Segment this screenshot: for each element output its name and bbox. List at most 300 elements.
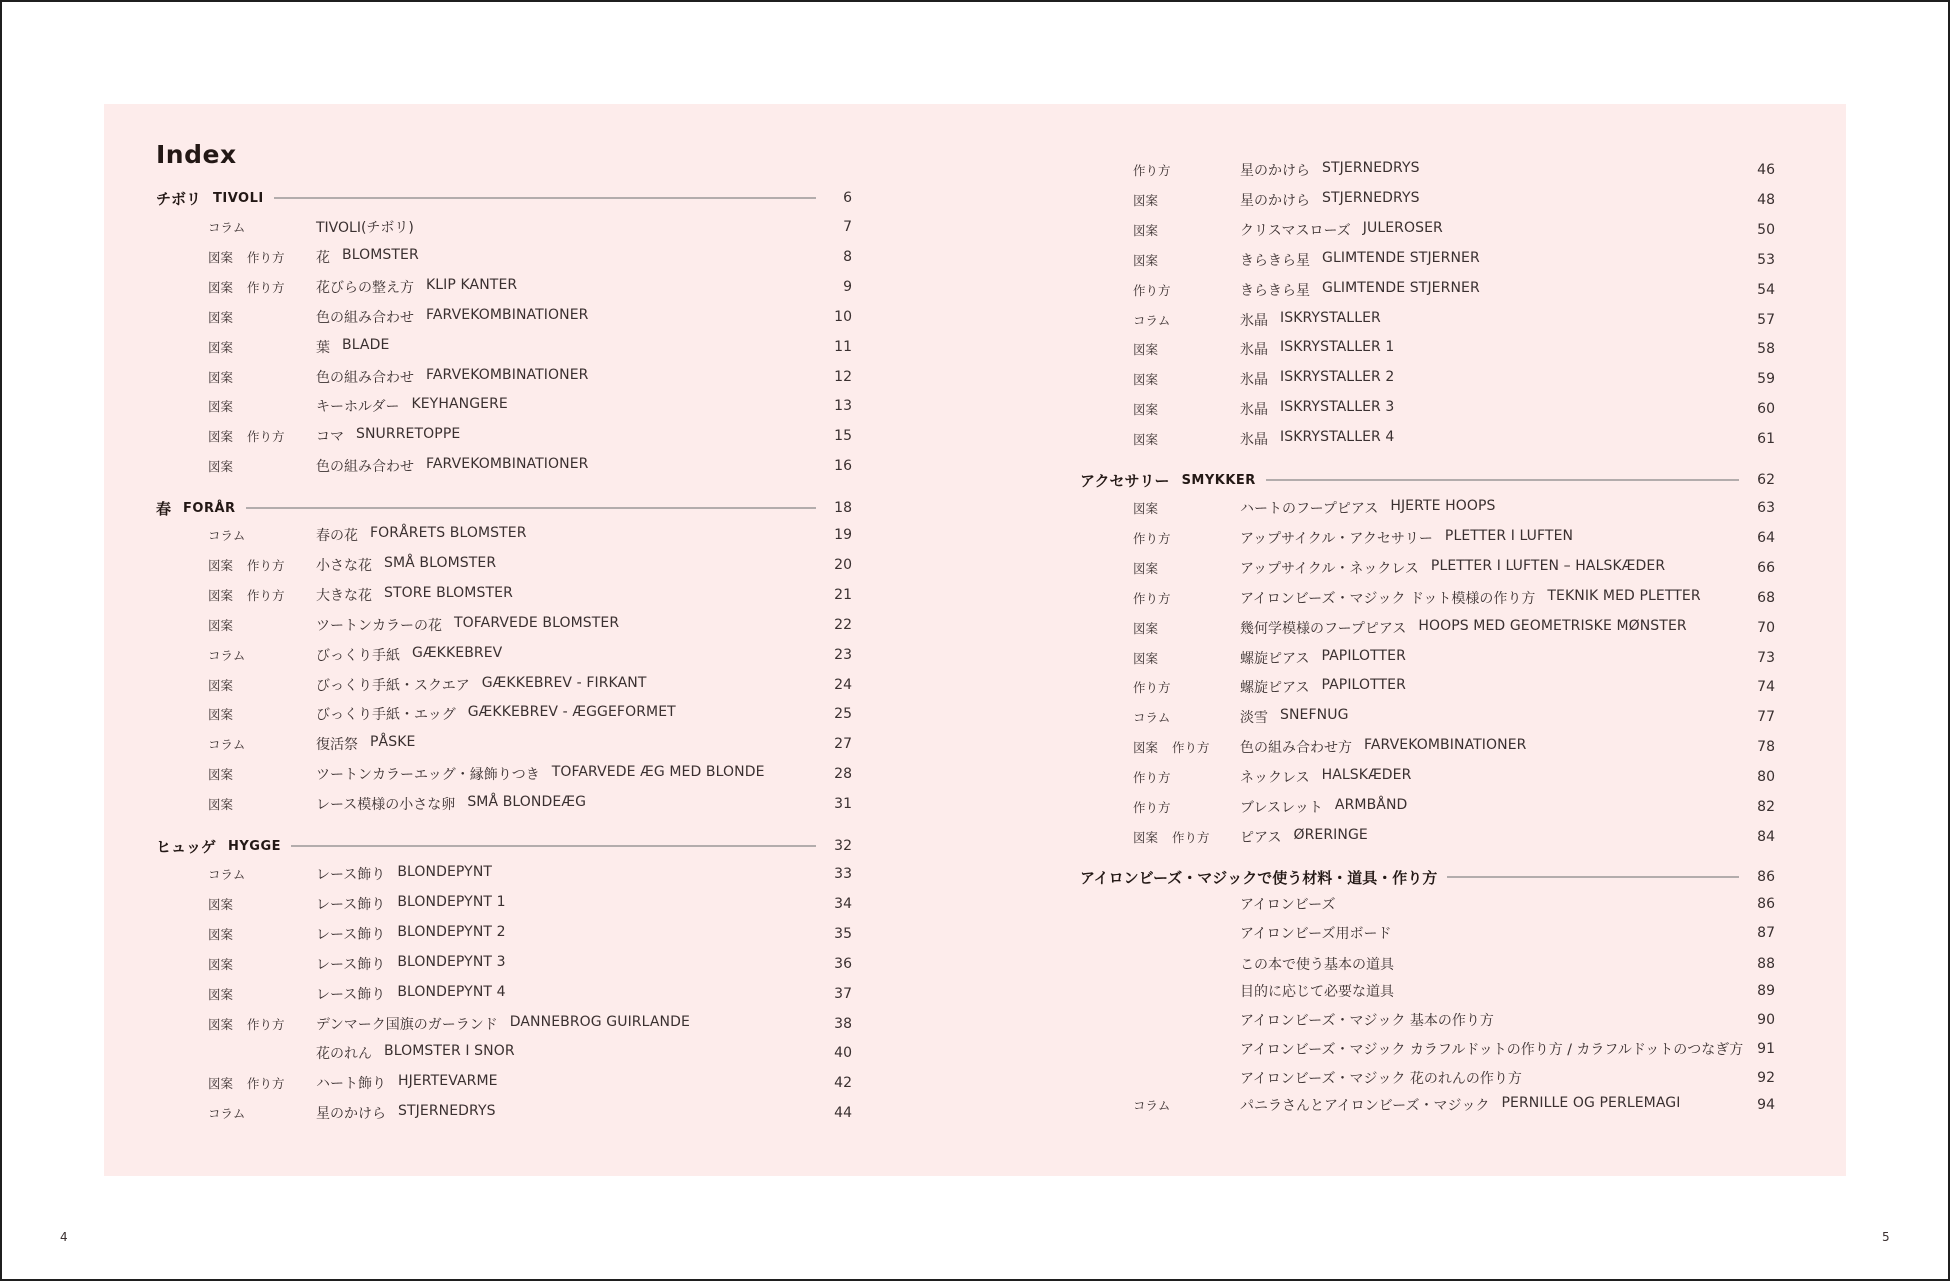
index-entry[interactable] — [1133, 428, 1775, 450]
index-entry[interactable] — [208, 1102, 852, 1124]
entry-title — [316, 217, 414, 237]
entry-page-number: 44 — [834, 1105, 852, 1122]
entry-page-number: 86 — [1757, 896, 1775, 912]
entry-type-label: 図案 — [208, 617, 234, 633]
entry-type-labels — [1133, 340, 1158, 358]
entry-title-ja: 花のれん — [316, 1046, 372, 1063]
index-entry[interactable] — [208, 524, 852, 546]
index-entry[interactable] — [208, 953, 852, 975]
entry-title-en: BLONDEPYNT 3 — [397, 953, 506, 970]
entry-type-label: コラム — [1133, 1098, 1171, 1113]
entry-title-ja: きらきら星 — [1240, 252, 1310, 269]
entry-title — [1240, 648, 1406, 668]
entry-title — [1240, 981, 1394, 1001]
entry-type-label: 作り方 — [247, 429, 285, 445]
entry-type-label: 図案 — [1133, 560, 1159, 576]
entry-page-number: 16 — [834, 458, 852, 475]
entry-title-en: TOFARVEDE ÆG MED BLONDE — [551, 764, 765, 781]
index-entry[interactable] — [208, 425, 852, 447]
entry-page-number: 77 — [1757, 709, 1775, 726]
section-heading[interactable] — [156, 186, 852, 210]
entry-type-label: 図案 — [208, 986, 234, 1002]
entry-type-labels — [208, 865, 245, 883]
entry-type-labels — [208, 338, 233, 356]
entry-type-label: コラム — [208, 220, 246, 235]
index-entry[interactable] — [1133, 587, 1775, 609]
entry-type-label: 図案 — [208, 369, 234, 385]
entry-type-label: 図案 — [1133, 740, 1159, 756]
entry-type-labels — [208, 556, 285, 574]
entry-title-ja: 星のかけら — [1240, 163, 1310, 179]
entry-page-number: 61 — [1757, 431, 1775, 448]
section-divider-line — [291, 845, 816, 847]
entry-type-labels — [208, 1074, 285, 1092]
entry-type-labels — [208, 735, 245, 753]
entry-page-number: 31 — [834, 796, 852, 813]
index-entry[interactable] — [1133, 309, 1775, 331]
entry-title-ja: TIVOLI(チボリ) — [316, 220, 414, 236]
entry-type-label: コラム — [208, 528, 246, 543]
entry-type-label: 図案 — [208, 956, 234, 972]
entry-page-number: 94 — [1757, 1097, 1775, 1113]
entry-type-label: 図案 — [208, 429, 234, 445]
entry-title-en: DANNEBROG GUIRLANDE — [509, 1013, 690, 1030]
entry-type-labels — [1133, 161, 1171, 179]
section-heading[interactable] — [156, 834, 852, 858]
entry-title-ja: 螺旋ピアス — [1240, 680, 1310, 697]
entry-title-en: HALSKÆDER — [1321, 767, 1412, 784]
index-entry[interactable] — [1133, 1038, 1775, 1060]
entry-page-number: 74 — [1757, 679, 1775, 696]
entry-title — [1240, 1068, 1522, 1088]
index-entry[interactable] — [208, 336, 852, 358]
index-entry[interactable] — [1133, 249, 1775, 271]
index-entry[interactable] — [208, 584, 852, 606]
section-heading[interactable] — [1080, 865, 1775, 889]
entry-title-en: PERNILLE OG PERLEMAGI — [1501, 1095, 1681, 1111]
entry-type-label: 作り方 — [1172, 829, 1210, 845]
entry-title — [316, 1073, 498, 1093]
entry-title — [316, 1043, 515, 1063]
entry-type-label: 図案 — [1133, 192, 1159, 208]
index-entry[interactable] — [1133, 398, 1775, 420]
entry-title-en: BLOMSTER — [342, 246, 419, 263]
section-title-ja: アクセサリー — [1080, 471, 1170, 490]
index-entry[interactable] — [208, 983, 852, 1005]
entry-title — [1240, 707, 1349, 727]
entry-title-ja: アイロンビーズ・マジック カラフルドットの作り方 / カラフルドットのつなぎ方 — [1240, 1042, 1744, 1058]
entry-title-ja: 花びらの整え方 — [316, 279, 414, 296]
entry-type-labels — [208, 765, 233, 783]
entry-page-number: 50 — [1757, 221, 1775, 238]
entry-page-number: 82 — [1757, 799, 1775, 815]
index-entry[interactable] — [208, 455, 852, 477]
entry-type-labels — [208, 676, 233, 694]
entry-title — [316, 555, 496, 575]
index-entry[interactable] — [208, 1042, 852, 1064]
entry-title-en: BLONDEPYNT — [397, 864, 493, 880]
entry-type-label: 作り方 — [1172, 740, 1210, 756]
entry-page-number: 80 — [1757, 769, 1775, 786]
index-title: Index — [156, 140, 237, 169]
entry-title — [316, 1014, 690, 1034]
entry-type-labels — [208, 646, 245, 664]
entry-title-en: GÆKKEBREV - FIRKANT — [481, 674, 647, 691]
entry-type-labels — [1133, 400, 1158, 418]
index-entry[interactable] — [1133, 338, 1775, 360]
entry-title-en: GÆKKEBREV - ÆGGEFORMET — [467, 704, 676, 721]
entry-title-ja: アイロンビーズ・マジック 花のれんの作り方 — [1240, 1071, 1522, 1087]
index-entry[interactable] — [208, 674, 852, 696]
entry-type-label: 図案 — [1133, 650, 1159, 666]
entry-type-label: 図案 — [208, 926, 234, 942]
entry-type-labels — [1133, 619, 1158, 637]
entry-page-number: 15 — [834, 428, 852, 445]
section-page-number: 86 — [1757, 869, 1775, 885]
index-entry[interactable] — [208, 246, 852, 268]
entry-title-en: BLONDEPYNT 1 — [397, 893, 506, 910]
entry-type-labels — [1133, 798, 1171, 816]
entry-title-en: STJERNEDRYS — [1322, 160, 1420, 176]
entry-title-ja: 螺旋ピアス — [1240, 650, 1310, 667]
index-entry[interactable] — [1133, 368, 1775, 390]
index-entry[interactable] — [208, 703, 852, 725]
entry-page-number: 11 — [834, 338, 852, 355]
entry-title — [1240, 558, 1665, 578]
entry-title-en: PAPILOTTER — [1321, 677, 1406, 694]
entry-page-number: 90 — [1757, 1012, 1775, 1028]
entry-title-ja: アップサイクル・アクセサリー — [1240, 530, 1433, 547]
entry-title-en: BLADE — [342, 336, 390, 353]
index-entry[interactable] — [208, 923, 852, 945]
entry-title-ja: クリスマスローズ — [1240, 222, 1351, 239]
entry-type-labels — [208, 427, 285, 445]
entry-type-labels — [1133, 529, 1171, 547]
entry-title-ja: ハート飾り — [316, 1076, 386, 1093]
entry-page-number: 7 — [843, 219, 852, 235]
entry-title-en: PLETTER I LUFTEN – HALSKÆDER — [1430, 557, 1666, 574]
entry-title-ja: 氷晶 — [1240, 372, 1268, 389]
entry-title-ja: ツートンカラーの花 — [316, 617, 442, 634]
entry-type-labels — [1133, 251, 1158, 269]
index-entry[interactable] — [1133, 676, 1775, 698]
entry-type-label: 図案 — [208, 557, 234, 573]
entry-page-number: 40 — [834, 1045, 852, 1062]
index-entry[interactable] — [208, 614, 852, 636]
entry-type-labels — [208, 248, 285, 266]
entry-title-en: SMÅ BLONDEÆG — [467, 794, 587, 811]
entry-type-labels — [208, 1015, 285, 1033]
entry-type-labels — [1133, 370, 1158, 388]
entry-type-label: 作り方 — [247, 1016, 285, 1032]
entry-title-ja: 復活祭 — [316, 737, 358, 754]
entry-type-labels — [208, 308, 233, 326]
entry-title — [1240, 160, 1420, 180]
entry-page-number: 20 — [834, 556, 852, 573]
index-entry[interactable] — [1133, 527, 1775, 549]
entry-type-labels — [208, 218, 245, 236]
entry-title-en: TOFARVEDE BLOMSTER — [454, 614, 620, 631]
entry-page-number: 34 — [834, 895, 852, 912]
entry-title-en: ØRERINGE — [1293, 826, 1368, 843]
index-entry[interactable] — [208, 216, 852, 238]
entry-title-en: STJERNEDRYS — [398, 1103, 496, 1120]
index-entry[interactable] — [1133, 219, 1775, 241]
entry-title — [1240, 737, 1527, 757]
index-entry[interactable] — [1133, 766, 1775, 788]
entry-type-label: コラム — [208, 1106, 246, 1122]
entry-title-en: ARMBÅND — [1334, 797, 1408, 813]
entry-page-number: 59 — [1757, 371, 1775, 388]
entry-type-labels — [208, 795, 233, 813]
entry-type-labels — [208, 368, 233, 386]
entry-title-ja: アイロンビーズ — [1240, 897, 1336, 913]
entry-type-label: 図案 — [208, 309, 234, 325]
section-divider-line — [1447, 876, 1739, 878]
entry-type-labels — [1133, 311, 1170, 329]
entry-type-labels — [1133, 221, 1158, 239]
entry-title-ja: 花 — [316, 249, 330, 266]
entry-title-en: PLETTER I LUFTEN — [1444, 527, 1574, 544]
entry-title-ja: レース飾り — [316, 986, 386, 1003]
index-entry[interactable] — [1133, 796, 1775, 818]
entry-title — [316, 734, 415, 754]
index-entry[interactable] — [1133, 826, 1775, 848]
entry-title — [316, 277, 517, 297]
index-entry[interactable] — [208, 1072, 852, 1094]
entry-type-label: 図案 — [208, 797, 234, 813]
entry-type-label: 作り方 — [1133, 530, 1171, 546]
section-title-en: FORÅR — [183, 500, 236, 516]
entry-title — [1240, 310, 1381, 330]
entry-page-number: 21 — [834, 586, 852, 603]
section-divider-line — [246, 507, 816, 509]
entry-title-en: FARVEKOMBINATIONER — [426, 366, 589, 383]
entry-type-label: 図案 — [208, 1076, 234, 1092]
entry-page-number: 19 — [834, 527, 852, 543]
entry-title-ja: この本で使う基本の道具 — [1240, 957, 1394, 973]
entry-type-labels — [1133, 430, 1158, 448]
entry-type-label: 図案 — [208, 896, 234, 912]
entry-title-ja: ハートのフープピアス — [1240, 501, 1379, 517]
index-entry[interactable] — [1133, 557, 1775, 579]
entry-type-labels — [208, 526, 245, 544]
entry-type-labels — [1133, 281, 1171, 299]
entry-title-ja: ツートンカラーエッグ・縁飾りつき — [316, 767, 540, 784]
entry-type-labels — [208, 985, 233, 1003]
entry-title-en: SNEFNUG — [1280, 707, 1349, 724]
entry-title — [316, 704, 676, 724]
section-title-ja: チボリ — [156, 189, 202, 208]
entry-type-label: 図案 — [208, 279, 234, 295]
page-number-left: 4 — [60, 1230, 68, 1244]
entry-type-labels — [208, 278, 285, 296]
index-entry[interactable] — [1133, 647, 1775, 669]
entry-title — [316, 307, 589, 327]
entry-title — [316, 894, 506, 914]
entry-type-labels — [208, 925, 233, 943]
entry-type-labels — [1133, 589, 1171, 607]
entry-title-ja: アイロンビーズ・マジック 基本の作り方 — [1240, 1013, 1494, 1029]
index-entry[interactable] — [1133, 922, 1775, 944]
index-entry[interactable] — [1133, 1094, 1775, 1116]
entry-type-labels — [1133, 649, 1158, 667]
section-page-number: 18 — [834, 500, 852, 516]
entry-page-number: 89 — [1757, 983, 1775, 999]
page-number-right: 5 — [1882, 1230, 1890, 1244]
entry-title-ja: 幾何学模様のフープピアス — [1240, 620, 1407, 637]
entry-page-number: 68 — [1757, 589, 1775, 606]
entry-title-en: GLIMTENDE STJERNER — [1322, 249, 1480, 266]
entry-page-number: 91 — [1757, 1041, 1775, 1057]
entry-type-labels — [208, 586, 285, 604]
entry-title-en: SMÅ BLOMSTER — [384, 554, 497, 571]
entry-title-ja: アイロンビーズ用ボード — [1240, 926, 1392, 942]
index-entry[interactable] — [1133, 893, 1775, 915]
entry-title — [1240, 190, 1420, 210]
index-entry[interactable] — [208, 763, 852, 785]
entry-page-number: 25 — [834, 706, 852, 723]
entry-title — [316, 645, 502, 665]
entry-type-labels — [208, 616, 233, 634]
entry-title-en: FORÅRETS BLOMSTER — [370, 525, 527, 541]
entry-type-label: コラム — [208, 647, 246, 663]
entry-title — [316, 426, 460, 446]
entry-title-en: FARVEKOMBINATIONER — [1364, 737, 1527, 754]
index-entry[interactable] — [208, 366, 852, 388]
index-entry[interactable] — [208, 1013, 852, 1035]
entry-title — [1240, 1010, 1494, 1030]
entry-title-ja: アイロンビーズ・マジック ドット模様の作り方 — [1240, 590, 1536, 607]
entry-title-ja: 小さな花 — [316, 557, 372, 574]
entry-type-label: 図案 — [208, 249, 234, 265]
index-entry[interactable] — [208, 793, 852, 815]
entry-title — [316, 1103, 496, 1123]
entry-type-label: 図案 — [208, 1016, 234, 1032]
entry-title-ja: デンマーク国旗のガーランド — [316, 1016, 498, 1033]
entry-type-labels — [1133, 559, 1158, 577]
entry-title-ja: レース模様の小さな卵 — [316, 797, 456, 814]
entry-title — [316, 585, 513, 605]
entry-page-number: 57 — [1757, 311, 1775, 328]
entry-title-en: BLOMSTER I SNOR — [384, 1043, 515, 1060]
entry-title-ja: びっくり手紙・エッグ — [316, 707, 456, 724]
entry-title-en: GÆKKEBREV — [412, 644, 503, 661]
entry-page-number: 12 — [834, 368, 852, 385]
entry-page-number: 10 — [834, 308, 852, 325]
entry-type-labels — [208, 955, 233, 973]
entry-title-en: ISKRYSTALLER 1 — [1280, 339, 1395, 356]
entry-page-number: 63 — [1757, 500, 1775, 516]
entry-title-ja: びっくり手紙 — [316, 647, 400, 664]
index-entry[interactable] — [1133, 189, 1775, 211]
entry-page-number: 53 — [1757, 251, 1775, 268]
index-entry[interactable] — [1133, 953, 1775, 975]
section-title-en: HYGGE — [228, 838, 282, 854]
index-entry[interactable] — [1133, 617, 1775, 639]
index-entry[interactable] — [1133, 980, 1775, 1002]
entry-title-en: SNURRETOPPE — [356, 426, 461, 443]
entry-title — [316, 367, 589, 387]
entry-title — [1240, 618, 1687, 638]
entry-title — [316, 396, 508, 416]
entry-title-ja: アップサイクル・ネックレス — [1240, 560, 1419, 577]
entry-page-number: 35 — [834, 925, 852, 942]
entry-type-label: 図案 — [1133, 372, 1159, 388]
entry-page-number: 23 — [834, 646, 852, 663]
entry-type-labels — [1133, 678, 1171, 696]
index-entry[interactable] — [1133, 706, 1775, 728]
entry-title — [316, 864, 492, 884]
index-entry[interactable] — [208, 395, 852, 417]
index-entry[interactable] — [208, 863, 852, 885]
entry-title-en: GLIMTENDE STJERNER — [1322, 279, 1480, 296]
entry-page-number: 66 — [1757, 559, 1775, 576]
entry-type-label: 作り方 — [1133, 680, 1171, 696]
entry-title-ja: レース飾り — [316, 956, 386, 973]
entry-type-label: 作り方 — [1133, 590, 1171, 606]
entry-title-ja: 色の組み合わせ — [316, 459, 414, 476]
entry-title — [316, 615, 619, 635]
index-entry[interactable] — [1133, 279, 1775, 301]
entry-page-number: 73 — [1757, 649, 1775, 666]
index-entry[interactable] — [208, 554, 852, 576]
index-entry[interactable] — [208, 276, 852, 298]
section-heading[interactable] — [156, 496, 852, 520]
index-entry[interactable] — [208, 733, 852, 755]
section-title-en: SMYKKER — [1181, 472, 1256, 488]
entry-title-en: FARVEKOMBINATIONER — [426, 306, 589, 323]
entry-title — [1240, 677, 1406, 697]
entry-type-label: 図案 — [208, 399, 234, 415]
entry-type-label: 作り方 — [247, 279, 285, 295]
entry-title — [1240, 339, 1394, 359]
entry-title-en: HJERTEVARME — [398, 1073, 498, 1090]
entry-page-number: 8 — [843, 248, 852, 265]
section-heading[interactable] — [1080, 468, 1775, 492]
entry-title-en: KLIP KANTER — [426, 276, 518, 293]
entry-type-label: 図案 — [1133, 501, 1159, 516]
entry-title — [1240, 220, 1443, 240]
entry-type-label: 作り方 — [1133, 800, 1171, 815]
entry-title-ja: 氷晶 — [1240, 432, 1268, 449]
index-entry[interactable] — [1133, 1009, 1775, 1031]
entry-page-number: 84 — [1757, 828, 1775, 845]
entry-type-label: 作り方 — [1133, 770, 1171, 786]
entry-type-label: 図案 — [1133, 342, 1159, 358]
entry-title-ja: 色の組み合わせ — [316, 309, 414, 326]
index-entry[interactable] — [208, 893, 852, 915]
entry-title-ja: レース飾り — [316, 896, 386, 913]
entry-type-labels — [1133, 708, 1170, 726]
entry-title — [1240, 767, 1411, 787]
entry-title-ja: キーホルダー — [316, 399, 400, 416]
entry-page-number: 87 — [1757, 925, 1775, 941]
entry-title-ja: ブレスレット — [1240, 800, 1323, 816]
index-entry[interactable] — [1133, 159, 1775, 181]
index-entry[interactable] — [208, 306, 852, 328]
index-entry[interactable] — [1133, 736, 1775, 758]
entry-type-label: 図案 — [1133, 432, 1159, 448]
entry-page-number: 54 — [1757, 281, 1775, 298]
index-entry[interactable] — [208, 644, 852, 666]
index-entry[interactable] — [1133, 497, 1775, 519]
entry-title-ja: 葉 — [316, 339, 330, 356]
entry-title — [1240, 1095, 1680, 1115]
entry-title — [1240, 280, 1480, 300]
index-entry[interactable] — [1133, 1067, 1775, 1089]
entry-page-number: 28 — [834, 766, 852, 783]
